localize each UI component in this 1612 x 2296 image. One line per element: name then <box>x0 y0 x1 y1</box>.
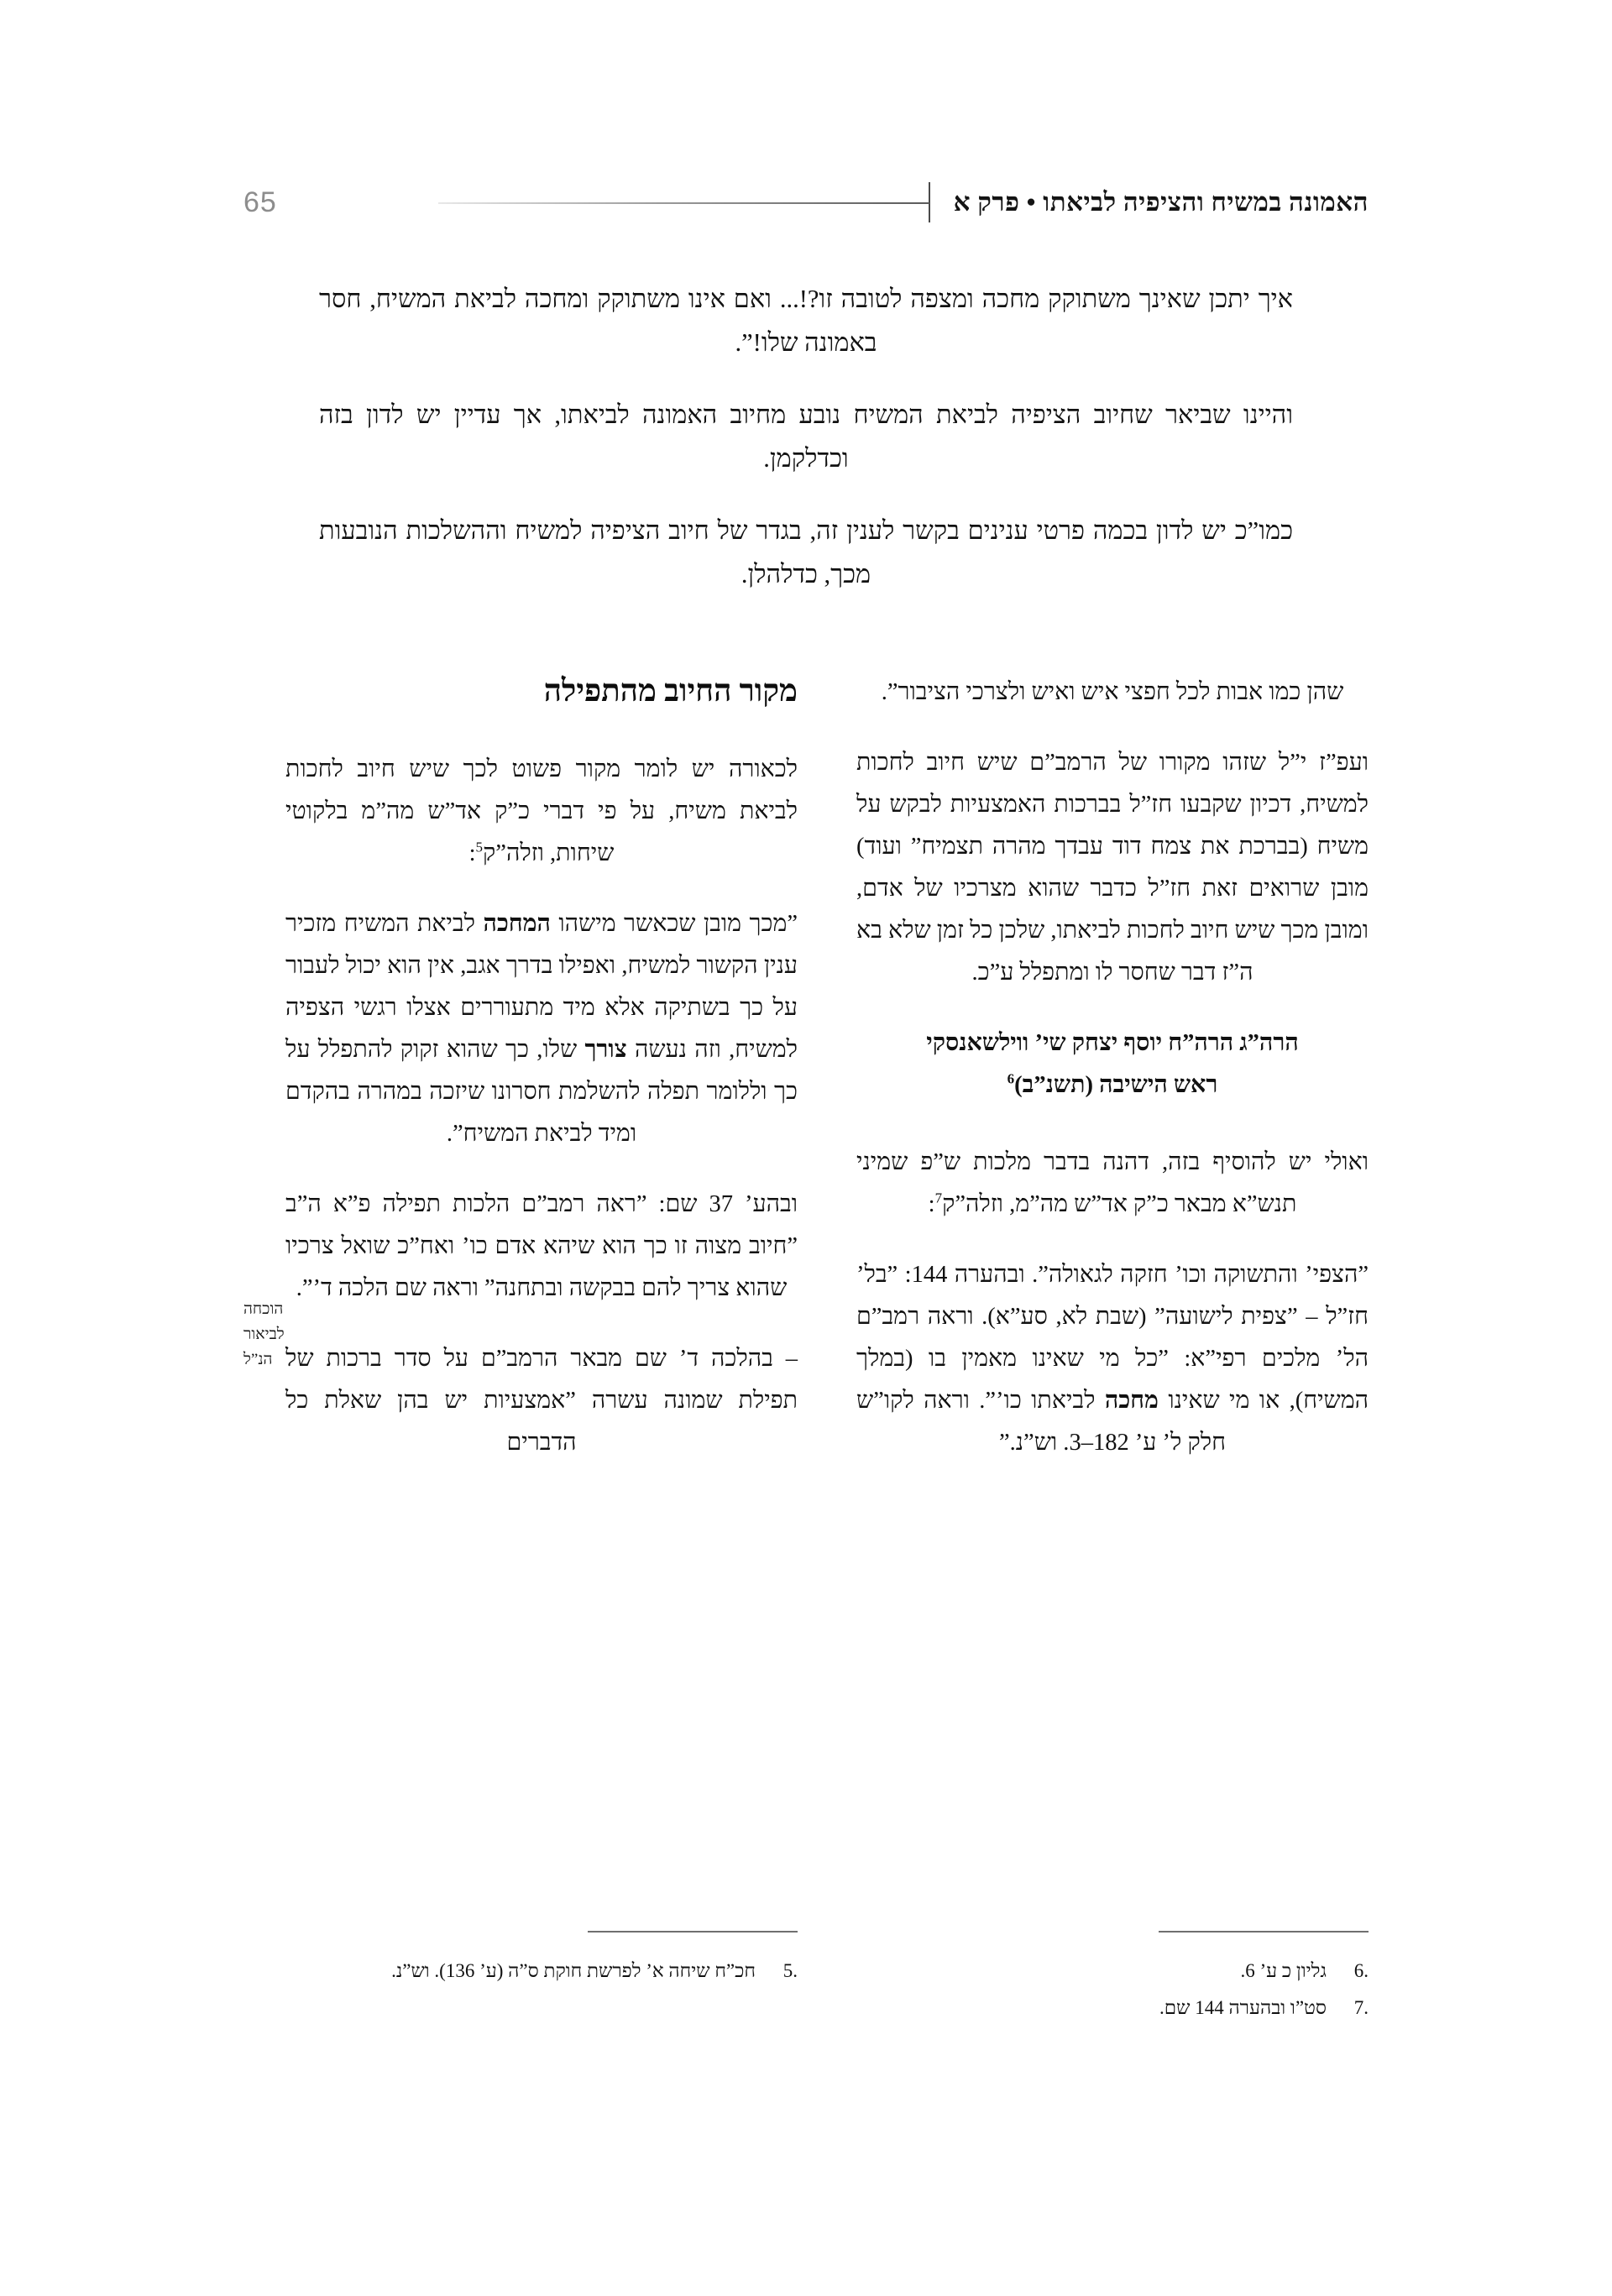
quote-bold-mechakeh: המחכה <box>483 911 551 937</box>
right-p1-text: לכאורה יש לומר מקור פשוט לכך שיש חיוב לחכות לביאת משיח, על פי דברי כ”ק אד”ש מה”מ בלקוטי שיחות, וזלה”ק <box>285 756 798 866</box>
footnotes-column-left <box>856 1931 1369 2028</box>
footnotes-area <box>243 1931 1369 2116</box>
footnote-item <box>856 1954 1369 1988</box>
footnote-ref-6[interactable]: 6 <box>1007 1070 1015 1087</box>
margin-note-line-1: הוכחה <box>243 1300 284 1318</box>
footnote-separator-right <box>588 1931 798 1933</box>
right-paragraph-3: – בהלכה ד’ שם מבאר הרמב”ם על סדר ברכות של תפילת שמונה עשרה ”אמצעיות יש בהן שאלת כל הדברים <box>285 1346 798 1456</box>
right-paragraph-1 <box>285 749 798 875</box>
footnote-ref-7[interactable]: 7 <box>934 1190 943 1206</box>
footnote-text: חכ”ח שיחה א’ לפרשת חוקת ס”ה (ע’ 136). וש”נ. <box>391 1960 756 1981</box>
left-paragraph-2: ועפ”ז י”ל שזהו מקורו של הרמב”ם שיש חיוב לחכות למשיח, דכיון שקבעו חז”ל בברכות האמצעיות לבקש על משיח (בברכת את צמח דוד עבדך מהרה תצמיח” ועוד) מובן שרואים זאת חז”ל כדבר שהוא מצרכיו של אדם, ומובן מכך שיש חיוב לחכות לביאתו, שלכן כל זמן שלא בא ה”ז דבר שחסר לו ומתפלל ע”כ. <box>856 750 1369 986</box>
running-head <box>243 166 1369 238</box>
attribution-name: הרה”ג הרה”ח יוסף יצחק שי’ ווילשאנסקי <box>926 1030 1299 1056</box>
body-columns <box>243 672 1369 1914</box>
footnote-number: 5. <box>782 1960 798 1981</box>
footnote-text: סט”ו ובהערה 144 שם. <box>1159 1997 1327 2018</box>
intro-paragraph-1: איך יתכן שאינך משתוקק מחכה ומצפה לטובה זו?!... ואם אינו משתוקק ומחכה לביאת המשיח, חסר באמונה שלו!”. <box>319 285 1293 357</box>
left-p3-text: ואולי יש להוסיף בזה, דהנה בדבר מלכות ש”פ שמיני תנש”א מבאר כ”ק אד”ש מה”מ, וזלה”ק <box>856 1149 1369 1217</box>
intro-paragraph-3: כמו”כ יש לדון בכמה פרטי ענינים בקשר לענין זה, בגדר של חיוב הציפיה למשיח וההשלכות הנובעות מכך, כדלהלן. <box>319 516 1293 588</box>
intro-section <box>319 277 1293 625</box>
left-quote-block <box>856 1254 1369 1464</box>
left-quote-part-a: ”הצפי’ והתשוקה וכו’ חזקה לגאולה”. ובהערה 144: ”בל’ חז”ל – ”צפית לישועה” (שבת לא, סע”א). וראה רמב”ם הל’ מלכים רפי”א: ”כל מי שאינו מאמין בו (במלך המשיח), או מי שאינו <box>856 1262 1369 1414</box>
footnotes-column-right <box>285 1931 798 1991</box>
margin-note <box>243 1297 321 1373</box>
running-head-title: האמונה במשיח והציפיה לביאתו • פרק א <box>953 187 1369 217</box>
footnote-item <box>856 1991 1369 2025</box>
quote-part-b: לביאת המשיח מזכיר ענין הקשור למשיח, ואפילו בדרך אגב, אין הוא יכול לעבור על כך בשתיקה אלא מיד מתעוררים אצלו רגשי הצפיה למשיח, וזה נעשה <box>285 911 798 1063</box>
page-number: 65 <box>243 186 277 218</box>
running-head-line <box>438 202 929 204</box>
quote-part-c: שלו, כך שהוא זקוק להתפלל על כך וללומר תפלה להשלמת חסרונו שיזכה במהרה בהקדם ומיד לביאת המשיח”. <box>285 1037 798 1147</box>
footnote-separator-left <box>1159 1931 1369 1933</box>
footnote-ref-5[interactable]: 5 <box>475 839 484 855</box>
margin-note-line-2: לביאור <box>243 1326 285 1343</box>
footnote-number: 7. <box>1353 1997 1369 2018</box>
running-head-rule <box>296 177 940 228</box>
left-quote-part-b: לביאתו כו’”. וראה לקו”ש חלק ל’ ע’ 182–3. וש”נ.” <box>856 1388 1226 1456</box>
right-paragraph-2: ובהע’ 37 שם: ”ראה רמב”ם הלכות תפילה פ”א ה”ב ”חיוב מצוה זו כך הוא שיהא אדם כו’ ואח”כ שואל צרכיו שהוא צריך להם בבקשה ובתחנה” וראה שם הלכה ד’”. <box>285 1191 798 1301</box>
quote-part-a: ”מכך מובן שכאשר מישהו <box>550 911 798 937</box>
section-heading: מקור החיוב מהתפילה <box>543 674 798 709</box>
right-quote-block <box>285 903 798 1155</box>
footnote-number: 6. <box>1353 1960 1369 1981</box>
quote-bold-tzorech: צורך <box>584 1037 627 1063</box>
left-p3-colon: : <box>928 1191 935 1217</box>
footnote-text: גליון כ ע’ 6. <box>1240 1960 1327 1981</box>
left-paragraph-3 <box>856 1142 1369 1226</box>
footnote-item <box>285 1954 798 1988</box>
attribution-role <box>856 1064 1369 1106</box>
attribution <box>856 1022 1369 1106</box>
intro-paragraph-2: והיינו שביאר שחיוב הציפיה לביאת המשיח נובע מחיוב האמונה לביאתו, אך עדיין יש לדון בזה וכדלקמן. <box>319 400 1293 473</box>
margin-note-line-3: הנ”ל <box>243 1351 273 1368</box>
column-left <box>856 672 1369 1464</box>
right-p1-colon: : <box>468 840 476 866</box>
attribution-role-text: ראש הישיבה (תשנ”ב) <box>1014 1072 1218 1098</box>
left-paragraph-1: שהן כמו אבות לכל חפצי איש ואיש ולצרכי הציבור”. <box>881 679 1344 705</box>
column-right <box>285 672 798 1464</box>
left-quote-bold-mechakeh: מחכה <box>1104 1388 1159 1414</box>
